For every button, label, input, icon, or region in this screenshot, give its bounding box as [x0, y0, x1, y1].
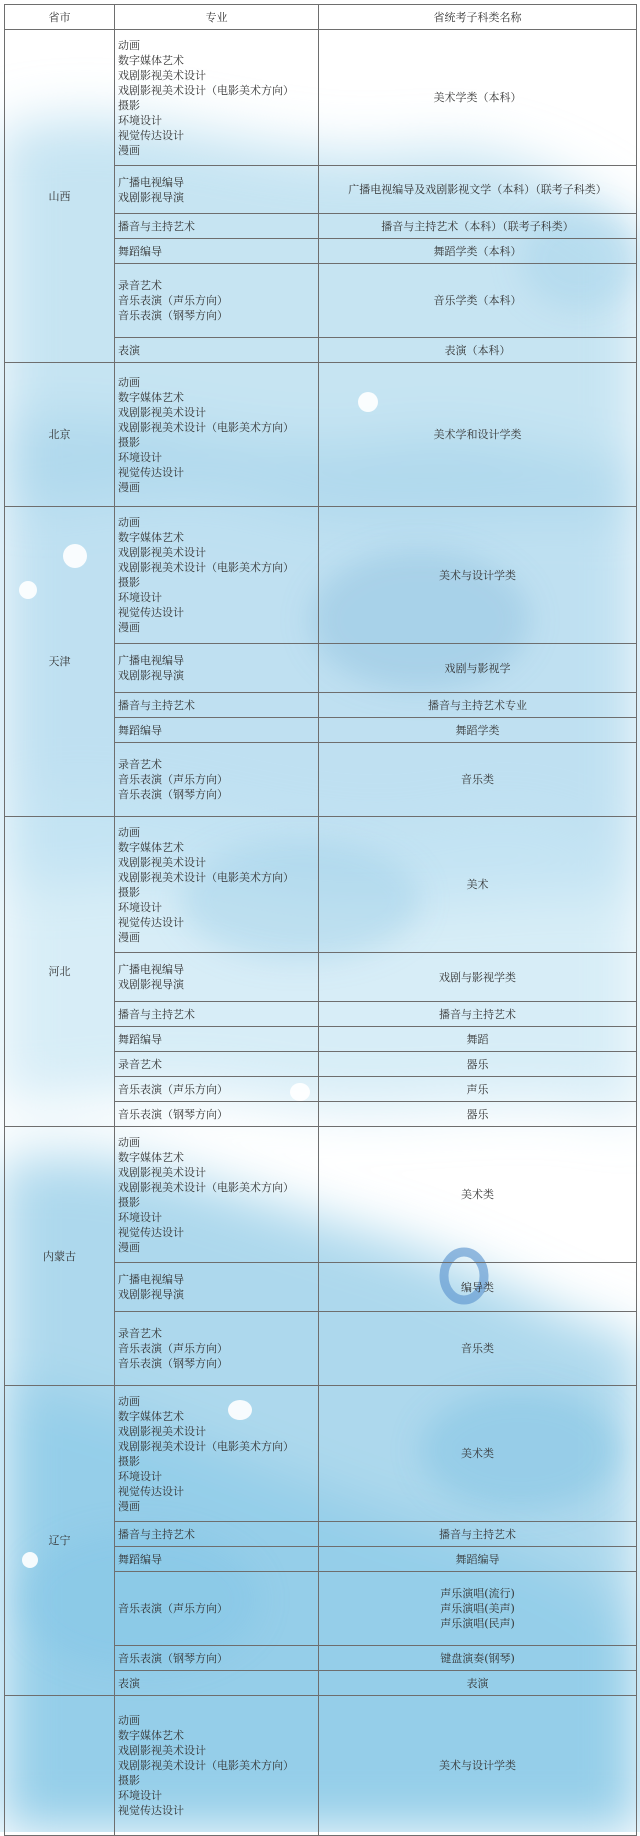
major-name: 播音与主持艺术 — [118, 219, 195, 233]
major-cell — [115, 507, 319, 644]
major-name: 环境设计 — [118, 450, 162, 464]
major-name: 动画 — [118, 1714, 140, 1727]
major-name: 视觉传达设计 — [118, 1225, 184, 1239]
major-name: 漫画 — [118, 1240, 140, 1254]
category-cell: 美术学类（本科） — [319, 30, 637, 166]
major-name: 环境设计 — [118, 1469, 162, 1483]
major-cell — [115, 1127, 319, 1263]
major-cell — [115, 166, 319, 214]
category-cell: 戏剧与影视学 — [319, 644, 637, 693]
category-cell: 美术与设计学类 — [319, 507, 637, 644]
major-name: 表演 — [118, 1676, 140, 1690]
major-name: 戏剧影视美术设计 — [118, 1744, 206, 1757]
major-cell — [115, 953, 319, 1002]
major-name: 摄影 — [118, 98, 140, 112]
major-cell — [115, 1077, 319, 1102]
category-cell: 声乐演唱(流行) 声乐演唱(美声) 声乐演唱(民声) — [319, 1572, 637, 1646]
major-category-table — [4, 4, 637, 1836]
category-cell: 舞蹈学类 — [319, 718, 637, 743]
major-name: 戏剧影视美术设计 — [118, 405, 206, 419]
table-row — [5, 817, 637, 953]
major-name: 摄影 — [118, 576, 140, 589]
category-cell: 声乐 — [319, 1077, 637, 1102]
major-name: 环境设计 — [118, 900, 162, 914]
major-name: 环境设计 — [118, 1210, 162, 1224]
major-name: 播音与主持艺术 — [118, 698, 195, 712]
major-cell — [115, 264, 319, 338]
major-cell — [115, 1547, 319, 1572]
major-cell — [115, 817, 319, 953]
major-name: 动画 — [118, 516, 140, 529]
province-cell: 天津 — [5, 507, 115, 817]
major-name: 漫画 — [118, 621, 140, 634]
major-name: 音乐表演（钢琴方向） — [118, 1651, 228, 1665]
header-province: 省市 — [5, 5, 115, 30]
major-name: 戏剧影视美术设计（电影美术方向） — [118, 561, 294, 574]
major-cell — [115, 1572, 319, 1646]
major-name: 戏剧影视美术设计 — [118, 546, 206, 559]
table-body — [5, 30, 637, 1836]
major-name: 戏剧影视导演 — [118, 1288, 184, 1301]
major-name: 戏剧影视导演 — [118, 669, 184, 682]
major-name: 戏剧影视美术设计 — [118, 855, 206, 869]
major-cell — [115, 1522, 319, 1547]
major-cell — [115, 644, 319, 693]
major-name: 动画 — [118, 38, 140, 52]
category-cell: 美术与设计学类 — [319, 1696, 637, 1836]
major-name: 漫画 — [118, 143, 140, 157]
major-cell — [115, 1052, 319, 1077]
category-cell: 广播电视编导及戏剧影视文学（本科）（联考子科类） — [319, 166, 637, 214]
major-cell — [115, 1312, 319, 1386]
major-name: 广播电视编导 — [118, 963, 184, 976]
major-name: 视觉传达设计 — [118, 1804, 184, 1817]
major-name: 戏剧影视美术设计（电影美术方向） — [118, 1180, 294, 1194]
major-cell — [115, 693, 319, 718]
major-name: 戏剧影视美术设计 — [118, 1424, 206, 1438]
category-cell: 编导类 — [319, 1263, 637, 1312]
category-cell: 舞蹈编导 — [319, 1547, 637, 1572]
major-name: 环境设计 — [118, 1789, 162, 1802]
major-name: 戏剧影视导演 — [118, 978, 184, 991]
major-name: 数字媒体艺术 — [118, 840, 184, 854]
table-row — [5, 30, 637, 166]
major-name: 录音艺术 — [118, 1327, 162, 1340]
major-name: 摄影 — [118, 1774, 140, 1787]
major-name: 音乐表演（钢琴方向） — [118, 309, 228, 322]
major-name: 数字媒体艺术 — [118, 531, 184, 544]
province-cell: 河北 — [5, 817, 115, 1127]
major-name: 数字媒体艺术 — [118, 1150, 184, 1164]
major-name: 音乐表演（声乐方向） — [118, 294, 228, 307]
major-name: 数字媒体艺术 — [118, 1729, 184, 1742]
category-cell: 美术类 — [319, 1127, 637, 1263]
major-name: 音乐表演（声乐方向） — [118, 1342, 228, 1355]
category-cell: 音乐类 — [319, 743, 637, 817]
major-cell — [115, 1646, 319, 1671]
major-cell — [115, 718, 319, 743]
major-cell — [115, 239, 319, 264]
table-row — [5, 1386, 637, 1522]
major-name: 戏剧影视美术设计 — [118, 1165, 206, 1179]
major-cell — [115, 1263, 319, 1312]
major-name: 漫画 — [118, 930, 140, 944]
province-cell: 辽宁 — [5, 1386, 115, 1696]
province-cell — [5, 1696, 115, 1836]
major-name: 舞蹈编导 — [118, 1552, 162, 1566]
category-cell: 音乐学类（本科） — [319, 264, 637, 338]
category-cell: 音乐类 — [319, 1312, 637, 1386]
major-name: 动画 — [118, 1135, 140, 1149]
major-name: 动画 — [118, 825, 140, 839]
major-name: 音乐表演（钢琴方向） — [118, 1357, 228, 1370]
major-name: 动画 — [118, 1394, 140, 1408]
header-category: 省统考子科类名称 — [319, 5, 637, 30]
major-name: 戏剧影视导演 — [118, 190, 184, 204]
major-name: 广播电视编导 — [118, 654, 184, 667]
major-name: 漫画 — [118, 1499, 140, 1513]
major-name: 环境设计 — [118, 113, 162, 127]
category-cell: 戏剧与影视学类 — [319, 953, 637, 1002]
major-name: 音乐表演（钢琴方向） — [118, 788, 228, 801]
category-cell: 器乐 — [319, 1102, 637, 1127]
category-cell: 播音与主持艺术 — [319, 1002, 637, 1027]
major-name: 视觉传达设计 — [118, 915, 184, 929]
category-cell: 表演（本科） — [319, 338, 637, 363]
major-name: 数字媒体艺术 — [118, 1409, 184, 1423]
major-name: 摄影 — [118, 1195, 140, 1209]
major-cell — [115, 1027, 319, 1052]
category-cell: 播音与主持艺术（本科）（联考子科类） — [319, 214, 637, 239]
major-name: 舞蹈编导 — [118, 723, 162, 737]
major-cell — [115, 743, 319, 817]
category-cell: 播音与主持艺术专业 — [319, 693, 637, 718]
category-cell: 表演 — [319, 1671, 637, 1696]
province-cell: 北京 — [5, 363, 115, 507]
major-cell — [115, 1386, 319, 1522]
major-name: 播音与主持艺术 — [118, 1007, 195, 1021]
major-name: 摄影 — [118, 1454, 140, 1468]
province-cell: 山西 — [5, 30, 115, 363]
major-name: 音乐表演（声乐方向） — [118, 1602, 228, 1615]
major-name: 漫画 — [118, 480, 140, 494]
table-row — [5, 507, 637, 644]
major-name: 舞蹈编导 — [118, 1032, 162, 1046]
table-row — [5, 363, 637, 507]
category-cell: 美术类 — [319, 1386, 637, 1522]
major-cell — [115, 1102, 319, 1127]
major-name: 录音艺术 — [118, 1057, 162, 1071]
major-name: 摄影 — [118, 435, 140, 449]
category-cell: 舞蹈学类（本科） — [319, 239, 637, 264]
major-name: 数字媒体艺术 — [118, 53, 184, 67]
major-cell — [115, 363, 319, 507]
category-cell: 美术学和设计学类 — [319, 363, 637, 507]
major-name: 广播电视编导 — [118, 1273, 184, 1286]
major-name: 音乐表演（钢琴方向） — [118, 1107, 228, 1121]
category-cell: 器乐 — [319, 1052, 637, 1077]
major-cell — [115, 30, 319, 166]
category-cell: 播音与主持艺术 — [319, 1522, 637, 1547]
major-cell — [115, 338, 319, 363]
major-name: 环境设计 — [118, 591, 162, 604]
major-name: 音乐表演（声乐方向） — [118, 1082, 228, 1096]
major-name: 视觉传达设计 — [118, 465, 184, 479]
major-name: 戏剧影视美术设计 — [118, 68, 206, 82]
major-name: 数字媒体艺术 — [118, 390, 184, 404]
major-name: 戏剧影视美术设计（电影美术方向） — [118, 420, 294, 434]
major-name: 表演 — [118, 343, 140, 357]
major-name: 动画 — [118, 375, 140, 389]
major-name: 戏剧影视美术设计（电影美术方向） — [118, 1759, 294, 1772]
major-name: 录音艺术 — [118, 758, 162, 771]
category-cell: 键盘演奏(钢琴) — [319, 1646, 637, 1671]
major-cell — [115, 1671, 319, 1696]
category-cell: 舞蹈 — [319, 1027, 637, 1052]
major-cell — [115, 1696, 319, 1836]
major-name: 广播电视编导 — [118, 175, 184, 189]
major-name: 戏剧影视美术设计（电影美术方向） — [118, 1439, 294, 1453]
major-name: 视觉传达设计 — [118, 128, 184, 142]
table-row — [5, 1127, 637, 1263]
major-cell — [115, 1002, 319, 1027]
major-cell — [115, 214, 319, 239]
major-name: 音乐表演（声乐方向） — [118, 773, 228, 786]
table-row — [5, 1696, 637, 1836]
major-name: 舞蹈编导 — [118, 244, 162, 258]
province-cell: 内蒙古 — [5, 1127, 115, 1386]
header-major: 专业 — [115, 5, 319, 30]
major-name: 视觉传达设计 — [118, 1484, 184, 1498]
major-name: 戏剧影视美术设计（电影美术方向） — [118, 83, 294, 97]
major-name: 戏剧影视美术设计（电影美术方向） — [118, 870, 294, 884]
category-cell: 美术 — [319, 817, 637, 953]
table-header-row — [5, 5, 637, 30]
major-name: 录音艺术 — [118, 279, 162, 292]
major-name: 摄影 — [118, 885, 140, 899]
major-name: 视觉传达设计 — [118, 606, 184, 619]
major-name: 播音与主持艺术 — [118, 1527, 195, 1541]
